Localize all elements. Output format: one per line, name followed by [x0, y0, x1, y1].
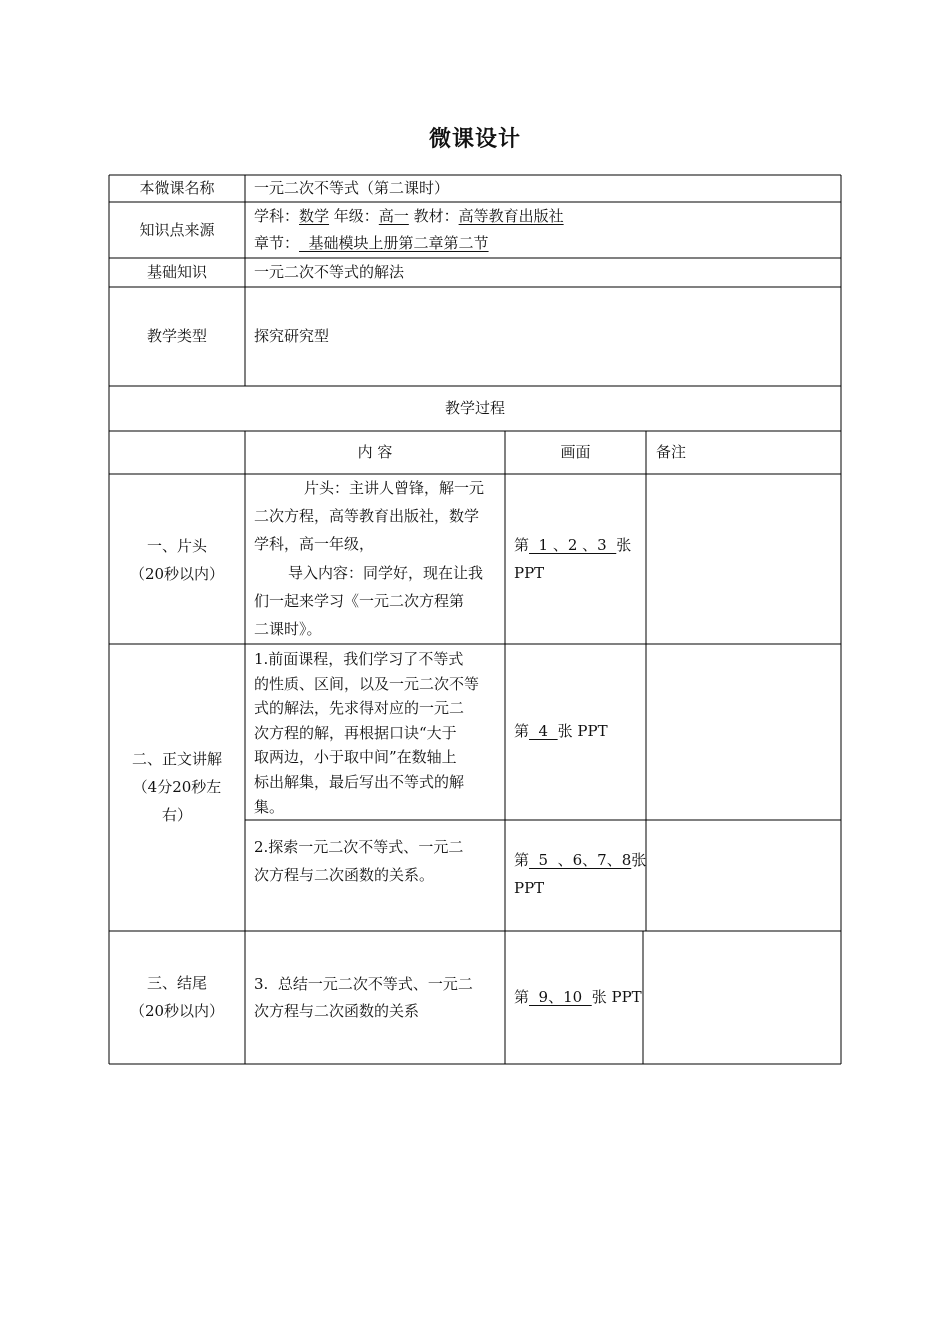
row-2-content-line: 次方程的解，再根据口诀“大于: [254, 724, 457, 742]
row-1-content-line: 片头：主讲人曾锋，解一元: [304, 479, 485, 497]
grade-prefix: 年级：: [329, 207, 379, 225]
section-3-duration: （20秒以内）: [129, 1002, 225, 1020]
row-3-content-line: 次方程与二次函数的关系。: [254, 866, 435, 884]
basics-value: 一元二次不等式的解法: [254, 263, 405, 281]
col-header-screen: 画面: [560, 443, 591, 461]
row-4-content-line: 次方程与二次函数的关系: [254, 1002, 420, 1020]
screen-suffix: 张 PPT: [557, 722, 608, 740]
row-2-content-line: 式的解法，先求得对应的一元二: [254, 699, 465, 717]
col-header-note: 备注: [656, 443, 687, 461]
section-2-duration-cont: 右）: [161, 806, 192, 824]
row-2-content-line: 1.前面课程，我们学习了不等式: [254, 650, 464, 668]
row-4-screen: [514, 983, 642, 1011]
course-name-label: 本微课名称: [139, 179, 215, 197]
row-1-content-line: 们一起来学习《一元二次方程第: [254, 592, 465, 610]
course-name-value: 一元二次不等式（第二课时）: [254, 179, 450, 197]
source-line-1: [254, 202, 564, 230]
screen-suffix: 张 PPT: [591, 988, 642, 1006]
row-2-content-line: 取两边，小于取中间”在数轴上: [254, 748, 457, 766]
subject-prefix: 学科：: [254, 207, 300, 225]
row-1-content-line: 二次方程，高等教育出版社，数学: [254, 507, 480, 525]
screen-suffix: 张: [631, 851, 647, 869]
basics-label: 基础知识: [146, 263, 207, 281]
grade-value: 高一: [378, 207, 409, 225]
type-value: 探究研究型: [254, 327, 330, 345]
textbook-prefix: 教材：: [408, 207, 459, 225]
screen-prefix: 第: [514, 536, 530, 554]
col-header-content: 内 容: [357, 443, 393, 461]
row-4-content-line: 3. 总结一元二次不等式、一元二: [254, 975, 473, 993]
row-1-screen: [514, 531, 631, 559]
row-2-content-line: 标出解集，最后写出不等式的解: [254, 773, 465, 791]
screen-pages: 4: [529, 722, 558, 740]
section-3-title: 三、结尾: [146, 974, 207, 992]
row-2-content-line: 的性质、区间，以及一元二次不等: [254, 675, 480, 693]
screen-pages: 1 、2 、3: [529, 536, 617, 554]
row-3-content-line: 2.探索一元二次不等式、一元二: [254, 838, 464, 856]
row-1-screen-unit: PPT: [514, 564, 545, 582]
row-1-content-line: 导入内容：同学好，现在让我: [288, 564, 484, 582]
section-2-title: 二、正文讲解: [131, 750, 222, 768]
row-1-content-line: 二课时》。: [254, 620, 322, 638]
row-3-screen-unit: PPT: [514, 879, 545, 897]
chapter-value: 基础模块上册第二章第二节: [299, 234, 489, 252]
row-1-content-line: 学科，高一年级，: [254, 535, 375, 553]
source-line-2: [254, 229, 489, 257]
chapter-prefix: 章节：: [254, 234, 300, 252]
type-label: 教学类型: [146, 327, 207, 345]
section-2-duration: （4分20秒左: [132, 778, 222, 796]
section-1-duration: （20秒以内）: [129, 565, 225, 583]
process-heading: 教学过程: [444, 399, 505, 417]
screen-prefix: 第: [514, 851, 530, 869]
subject-value: 数学: [299, 207, 330, 225]
source-label: 知识点来源: [139, 221, 215, 239]
row-3-screen: [514, 846, 646, 874]
screen-prefix: 第: [514, 988, 530, 1006]
page-title: 微课设计: [428, 127, 521, 152]
section-1-title: 一、片头: [146, 537, 207, 555]
screen-pages: 5 、6、7、8: [529, 851, 632, 869]
screen-prefix: 第: [514, 722, 530, 740]
row-2-screen: [514, 717, 608, 745]
screen-suffix: 张: [616, 536, 632, 554]
textbook-value: 高等教育出版社: [458, 207, 564, 225]
row-2-content-line: 集。: [254, 798, 285, 816]
screen-pages: 9、10: [529, 988, 592, 1006]
